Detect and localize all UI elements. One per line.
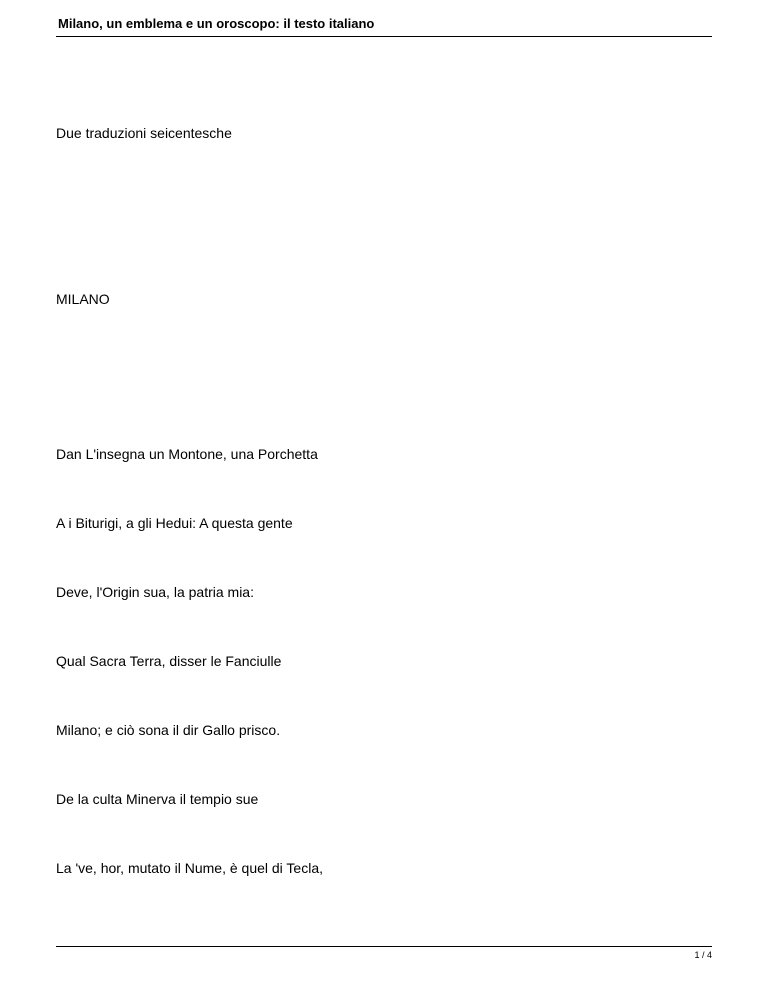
verse-line-4: Qual Sacra Terra, disser le Fanciulle (56, 653, 282, 669)
verse-line-7: La 've, hor, mutato il Nume, è quel di Tecla, (56, 860, 324, 876)
verse-line-1: Dan L'insegna un Montone, una Porchetta (56, 446, 318, 462)
verse-line-2: A i Biturigi, a gli Hedui: A questa gente (56, 515, 293, 531)
page-footer-rule (56, 946, 712, 947)
verse-line-6: De la culta Minerva il tempio sue (56, 791, 259, 807)
verse-line-3: Deve, l'Origin sua, la patria mia: (56, 584, 254, 600)
subtitle: Due traduzioni seicentesche (56, 125, 232, 141)
verse-line-5: Milano; e ciò sona il dir Gallo prisco. (56, 722, 281, 738)
section-heading: MILANO (56, 291, 110, 307)
page-header (56, 12, 712, 37)
page-number: 1 / 4 (694, 950, 712, 960)
document-title: Milano, un emblema e un oroscopo: il testo italiano (58, 16, 375, 31)
